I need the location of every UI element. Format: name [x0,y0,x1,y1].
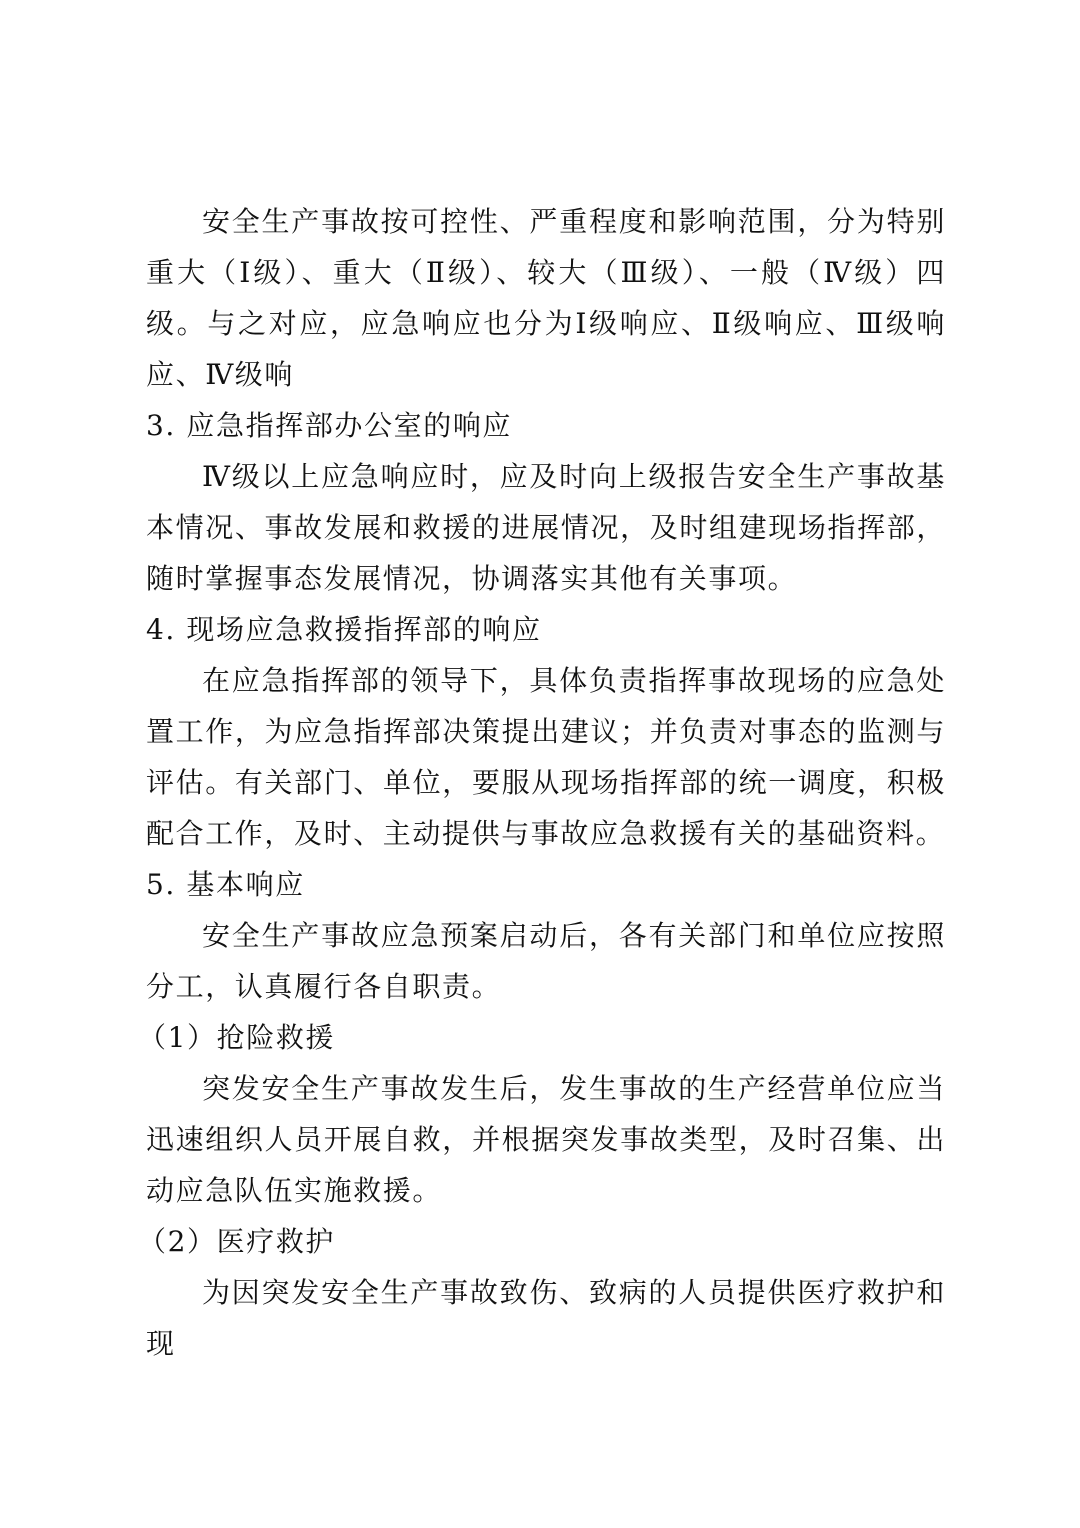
paragraph-onsite-response: 在应急指挥部的领导下，具体负责指挥事故现场的应急处置工作，为应急指挥部决策提出建议；并负责对事态的监测与评估。有关部门、单位，要服从现场指挥部的统一调度，积极配合工作，及时、主动提供与事故应急救援有关的基础资料。 [146,664,946,850]
paragraph-office-response: Ⅳ级以上应急响应时，应及时向上级报告安全生产事故基本情况、事故发展和救援的进展情况，及时组建现场指挥部，随时掌握事态发展情况，协调落实其他有关事项。 [146,460,946,595]
heading-basic-response: 5. 基本响应 [146,868,305,901]
paragraph-basic-response: 安全生产事故应急预案启动后，各有关部门和单位应按照分工，认真履行各自职责。 [146,919,946,1003]
heading-medical: （2）医疗救护 [138,1225,336,1258]
paragraph-rescue: 突发安全生产事故发生后，发生事故的生产经营单位应当迅速组织人员开展自救，并根据突发事故类型，及时召集、出动应急队伍实施救援。 [146,1072,946,1207]
heading-office-response: 3. 应急指挥部办公室的响应 [146,409,513,442]
paragraph-medical: 为因突发安全生产事故致伤、致病的人员提供医疗救护和现 [146,1276,946,1360]
heading-onsite-response: 4. 现场应急救援指挥部的响应 [146,613,542,646]
heading-rescue: （1）抢险救援 [138,1021,336,1054]
paragraph-accident-levels: 安全生产事故按可控性、严重程度和影响范围，分为特别重大（Ⅰ级）、重大（Ⅱ级）、较大（Ⅲ级）、一般（Ⅳ级）四级。与之对应，应急响应也分为Ⅰ级响应、Ⅱ级响应、Ⅲ级响应、Ⅳ级响 [146,205,946,391]
document-body [138,196,946,1369]
